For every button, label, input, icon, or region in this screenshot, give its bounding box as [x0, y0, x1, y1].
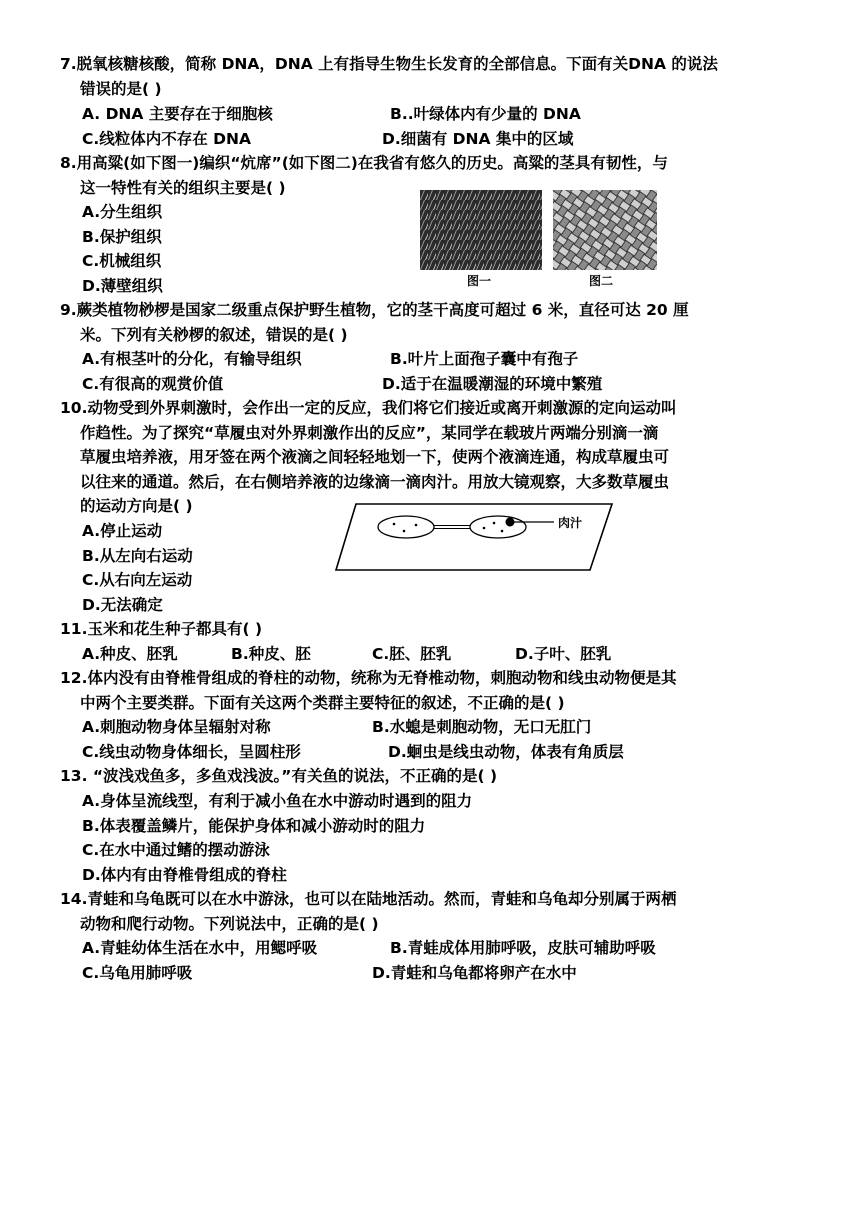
option-a[interactable]: A.刺胞动物身体呈辐射对称 — [82, 718, 271, 736]
option-d[interactable]: D.体内有由脊椎骨组成的脊柱 — [82, 865, 287, 884]
option-b[interactable]: B.从左向右运动 — [82, 546, 193, 565]
option-c[interactable]: C.有很高的观赏价值 — [82, 374, 224, 393]
option-a[interactable]: A.分生组织 — [82, 203, 163, 221]
question-8-stem-cont: 这一特性有关的组织主要是( ) — [80, 178, 286, 197]
option-a[interactable]: A.身体呈流线型，有利于减小鱼在水中游动时遇到的阻力 — [82, 792, 473, 810]
question-13 — [60, 764, 750, 789]
option-b[interactable]: B.保护组织 — [82, 227, 162, 246]
figure-2-label: 图二 — [589, 274, 614, 288]
question-11-stem: 11.玉米和花生种子都具有( ) — [60, 620, 263, 638]
question-7-stem-cont: 错误的是( ) — [80, 79, 162, 98]
option-d[interactable]: D.青蛙和乌龟都将卵产在水中 — [372, 963, 577, 982]
question-12-stem-cont: 中两个主要类群。下面有关这两个类群主要特征的叙述，不正确的是( ) — [80, 693, 565, 712]
sorghum-field-photo — [420, 190, 542, 270]
option-c[interactable]: C.机械组织 — [82, 252, 162, 270]
option-c[interactable]: C.在水中通过鳍的摆动游泳 — [82, 841, 270, 859]
question-11-options — [82, 642, 762, 667]
question-9-stem-cont: 米。下列有关桫椤的叙述，错误的是( ) — [80, 325, 348, 344]
meat-juice-label: 肉汁 — [558, 516, 583, 530]
option-b[interactable]: B.种皮、胚 — [231, 645, 311, 663]
question-8-stem: 8.用高粱(如下图一)编织“炕席”(如下图二)在我省有悠久的历史。高粱的茎具有韧性，与 — [60, 154, 668, 172]
glass-slide-diagram — [334, 500, 614, 574]
option-a[interactable]: A.种皮、胚乳 — [82, 645, 178, 663]
option-a[interactable]: A.停止运动 — [82, 522, 163, 540]
question-12-options — [82, 715, 762, 764]
question-12-stem: 12.体内没有由脊椎骨组成的脊柱的动物，统称为无脊椎动物，刺胞动物和线虫动物便是其 — [60, 669, 677, 687]
question-10-line-4: 的运动方向是( ) — [80, 497, 193, 515]
option-d[interactable]: D.薄壁组织 — [82, 276, 163, 295]
woven-mat-photo — [553, 190, 657, 270]
question-9-stem: 9.蕨类植物桫椤是国家二级重点保护野生植物，它的茎干高度可超过 6 米，直径可达 20 厘 — [60, 301, 689, 319]
option-d[interactable]: D.细菌有 DNA 集中的区域 — [382, 129, 574, 148]
option-d[interactable]: D.无法确定 — [82, 595, 163, 614]
option-c[interactable]: C.乌龟用肺呼吸 — [82, 963, 193, 982]
option-b[interactable]: B..叶绿体内有少量的 DNA — [390, 105, 581, 123]
option-b[interactable]: B.青蛙成体用肺呼吸，皮肤可辅助呼吸 — [390, 939, 656, 957]
question-9 — [60, 298, 750, 347]
question-13-stem: 13. “波浅戏鱼多，多鱼戏浅波。”有关鱼的说法，不正确的是( ) — [60, 767, 498, 785]
question-11 — [60, 617, 750, 642]
question-10-line-3: 以往来的通道。然后，在右侧培养液的边缘滴一滴肉汁。用放大镜观察，大多数草履虫 — [80, 472, 670, 491]
option-c[interactable]: C.胚、胚乳 — [372, 645, 452, 663]
option-a[interactable]: A.青蛙幼体生活在水中，用鳃呼吸 — [82, 939, 318, 957]
option-c[interactable]: C.线虫动物身体细长，呈圆柱形 — [82, 742, 301, 761]
question-10-stem: 10.动物受到外界刺激时，会作出一定的反应，我们将它们接近或离开刺激源的定向运动叫 — [60, 399, 677, 417]
question-7-stem: 7.脱氧核糖核酸，简称 DNA，DNA 上有指导生物生长发育的全部信息。下面有关DNA 的说法 — [60, 55, 718, 73]
option-b[interactable]: B.体表覆盖鳞片，能保护身体和减小游动时的阻力 — [82, 816, 426, 835]
question-14-stem-cont: 动物和爬行动物。下列说法中，正确的是( ) — [80, 914, 379, 933]
question-9-options — [82, 347, 762, 396]
question-14-options — [82, 936, 762, 985]
option-b[interactable]: B.叶片上面孢子囊中有孢子 — [390, 350, 579, 368]
option-d[interactable]: D.子叶、胚乳 — [515, 645, 612, 663]
option-c[interactable]: C.线粒体内不存在 DNA — [82, 129, 251, 148]
question-7 — [60, 52, 750, 101]
option-c[interactable]: C.从右向左运动 — [82, 571, 193, 589]
option-d[interactable]: D.适于在温暖潮湿的环境中繁殖 — [382, 374, 603, 393]
question-13-options — [82, 789, 762, 887]
question-14-stem: 14.青蛙和乌龟既可以在水中游泳，也可以在陆地活动。然而，青蛙和乌龟却分别属于两栖 — [60, 890, 677, 908]
question-10-line-2: 草履虫培养液，用牙签在两个液滴之间轻轻地划一下，使两个液滴连通，构成草履虫可 — [80, 448, 670, 466]
option-a[interactable]: A. DNA 主要存在于细胞核 — [82, 105, 273, 123]
option-b[interactable]: B.水螅是刺胞动物，无口无肛门 — [372, 718, 592, 736]
option-a[interactable]: A.有根茎叶的分化，有输导组织 — [82, 350, 302, 368]
question-7-options — [82, 102, 762, 151]
question-10-line-1: 作趋性。为了探究“草履虫对外界刺激作出的反应”，某同学在载玻片两端分别滴一滴 — [80, 423, 659, 442]
option-d[interactable]: D.蛔虫是线虫动物，体表有角质层 — [388, 742, 624, 761]
question-12 — [60, 666, 750, 715]
figure-1-label: 图一 — [467, 274, 492, 288]
question-14 — [60, 887, 750, 936]
